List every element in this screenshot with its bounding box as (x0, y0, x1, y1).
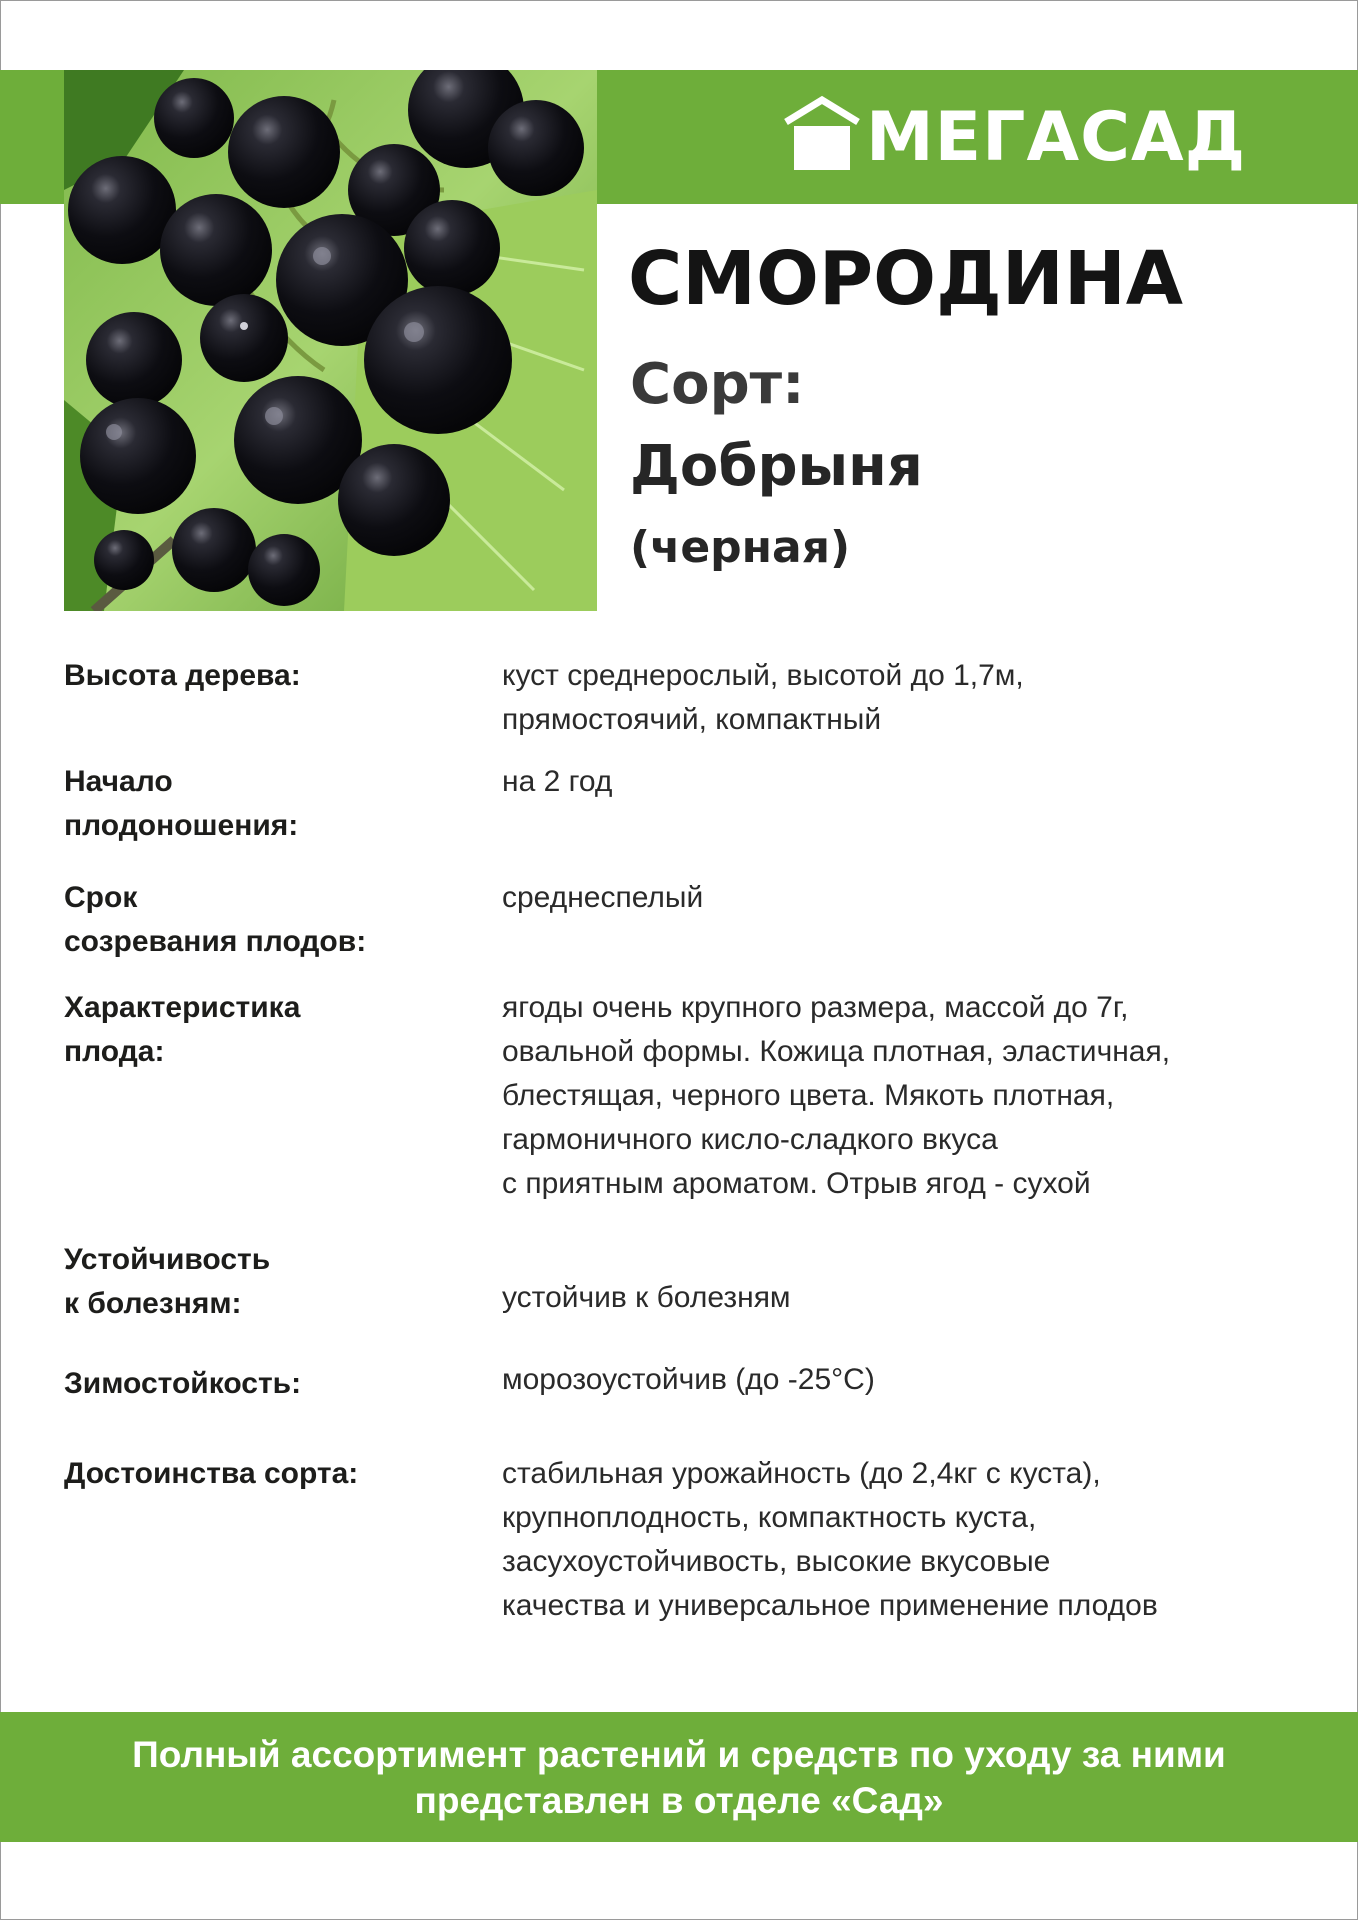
spec-value: на 2 год (502, 765, 613, 798)
sort-type: (черная) (630, 522, 851, 573)
sort-name: Добрыня (630, 434, 923, 499)
house-icon (782, 94, 862, 174)
spec-value: среднеспелый (502, 881, 704, 914)
spec-label: Срок созревания плодов: (64, 881, 367, 958)
logo-text: МЕГАСАД (866, 98, 1247, 177)
spec-label: Устойчивость к болезням: (64, 1243, 271, 1320)
spec-value: устойчив к болезням (502, 1281, 791, 1314)
spec-value: морозоустойчив (до -25°C) (502, 1363, 875, 1396)
spec-label: Начало плодоношения: (64, 765, 299, 842)
spec-label: Зимостойкость: (64, 1367, 302, 1400)
spec-value: стабильная урожайность (до 2,4кг с куста), крупноплодность, компактность куста, засухоустойчивость, высокие вкусовые качества и универсальное применение плодов (502, 1457, 1158, 1622)
megasad-logo (782, 94, 1247, 184)
spec-label: Характеристика плода: (64, 991, 301, 1068)
footer-text: Полный ассортимент растений и средств по уходу за ними представлен в отделе «Сад» (132, 1734, 1226, 1821)
page-title: СМОРОДИНА (628, 236, 1184, 322)
sort-label: Сорт: (630, 352, 805, 417)
black-currant-berries-image (64, 70, 597, 611)
spec-value: ягоды очень крупного размера, массой до 7г, овальной формы. Кожица плотная, эластичная, блестящая, черного цвета. Мякоть плотная, гармоничного кисло-сладкого вкуса с приятным ароматом. Отрыв ягод - сухой (502, 991, 1171, 1200)
footer-band (0, 1712, 1358, 1842)
spec-value: куст среднерослый, высотой до 1,7м, прямостоячий, компактный (502, 659, 1024, 736)
spec-label: Достоинства сорта: (64, 1457, 359, 1490)
spec-label: Высота дерева: (64, 659, 301, 692)
